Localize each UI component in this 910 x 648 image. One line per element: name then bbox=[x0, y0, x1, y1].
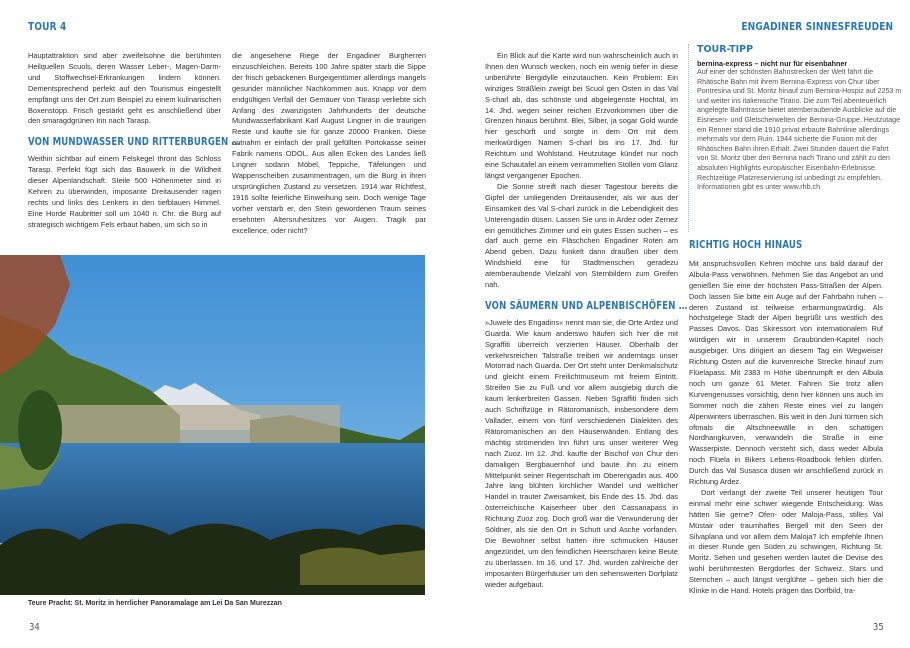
tour-tip-info-link[interactable]: Informationen gibt es unter www.rhb.ch bbox=[697, 183, 821, 192]
sunset-paragraph: Die Sonne streift nach dieser Tagestour bereits die Gipfel der umliegenden Dreitausender, als wir aus der Einsamkeit des Val S-charl zurück in die Lebendigkeit des Unterengadin düsen. Lassen Sie uns in Ardez oder Zernez ein gemütliches Zimmer und ein gutes Essen suchen – es darf auch gerne ein Fläschchen Engadiner Roten am Abend geben. Dazu funkelt dann draußen über dem Windshield eine für Stadtmenschen geradezu atemberaubende Vielzahl von Sternbildern zum Greifen nah. bbox=[485, 181, 678, 290]
page-number-right: 35 bbox=[872, 622, 884, 633]
tour-tip-box bbox=[688, 44, 902, 232]
s-charl-paragraph: Ein Blick auf die Karte wird nun wahrscheinlich auch in Ihnen den Wunsch wecken, noch ein wenig tiefer in diese unberührte Bergidylle einzutauchen. Kein Problem: Ein winziges Sträßlein zweigt bei Scuol gen Osten in das Val S-charl ab, das schönste und abgelegenste Hochtal, im 14. Jhd. wegen seiner reichen Erzvorkommen über die Grenzen hinaus berühmt. Blei, Silber, ja sogar Gold wurde hier geschürft und sorgte in dem Ort mit dem merkwürdigen Namen S-charl bis ins 17. Jhd. für Reichtum und Wohlstand. Heutzutage kündet nur noch eine Schautafel an einem verrammelten Stollen vom Glanz längst vergangener Epochen. bbox=[485, 51, 678, 180]
guarda-paragraph: »Juwele des Engadins« nennt man sie, die Orte Ardez und Guarda. Wie kaum anderswo häufen sich hier die mit Sgraffiti überreich verzierten Häuser. Oberhalb der verkehrsreichen Talstraße treiben wir anderntags unser Motorrad nach Guarda. Der Ort steht unter Denkmalschutz und gleicht einem Freilichtmuseum mit freiem Eintritt. Streifen Sie zu Fuß und vor allem ausgiebig durch die kaum lenkerbreiten Gassen. Neben Sgraffiti finden sich auch Schriftzüge in Rätoromanisch, insbesondere dem Vallader, einem von fünf verschiedenen Dialekten des Rätoromanischen an den Häuserwänden. Entlang des mächtig strömenden Inn führt uns unser weiterer Weg nach Zuoz. Im 12. Jhd. kaufte der Bischof von Chur den damaligen Bergbauernhof und baute ihn zu einem Mittelpunkt seiner Regentschaft im Oberengadin aus. 400 Jahre lang blühten kirchlicher Wandel und weltlicher Handel in trauter Zweisamkeit, bis Ende des 15. Jhd. das österreichische Kaiserheer über den Cassanapass in Richtung Zuoz zog. Doch groß war die Verwunderung der Söldner, als sie den Ort in Schutt und Asche vorfanden. Die Bewohner selbst hatten ihre schmucken Häuser angezündet, um den feindlichen Heerscharen keine Beute zu überlassen. Im 16. und 17. Jhd. wurden zahlreiche der imposanten Bürgerhäuser um den sehenswerten Dorfplatz wieder aufgebaut. bbox=[485, 317, 678, 589]
yellow-shrubs bbox=[300, 548, 425, 586]
albula-paragraph: Mit anspruchsvollen Kehren möchte uns bald darauf der Albula-Pass verwöhnen. Nehmen Sie das Angebot an und genießen Sie eine der höchsten Pass-Straßen der Alpen. Doch lassen Sie bitte ein Auge auf der Fahrbahn ruhen – deren Zustand ist teilweise erbarmungswürdig. Als höchstgelege Stadt der Alpen begrüßt uns westlich des Passes Davos. Das Skiressort von internationalem Ruf würdigen wir in unserem Graubünden-Kapitel noch ausgiebiger. Uns dirigiert an diesem Tag ein Wegweiser Richtung Osten auf die kurvenreiche Strecke hinauf zum Flüelapass. Mit 2383 m Höhe übertrumpft er den Albula noch um ganze 61 Meter. Fahren Sie trotz allen Kurvengenusses vorsichtig, denn hier können uns auch im Sommer noch die zähen Reste eines viel zu langen Alpenwinters überraschen. Bis weit in den Juni türmen sich oftmals die Altschneewälle in den schattigen Nordhangkurven, verwandeln die Straße in eine Wasserpiste. Dennoch versteht sich, dass weder Albula noch Flüela in Bikers Lebens-Roadbook fehlen dürfen. Durch das Val Susasca düsen wir anschließend zurück in Richtung Ardez. bbox=[689, 258, 883, 487]
tour-tip-title: TOUR-TIPP bbox=[697, 44, 754, 55]
left-column-1 bbox=[28, 51, 241, 231]
st-moritz-photo bbox=[0, 255, 425, 595]
section-heading-mundwasser: VON MUNDWASSER UND RITTERBURGEN … bbox=[28, 135, 241, 149]
photo-caption: Teure Pracht: St. Moritz in herrlicher Panoramalage am Lei Da San Murezzan bbox=[28, 600, 282, 607]
section-heading-richtig-hoch: RICHTIG HOCH HINAUS bbox=[689, 238, 803, 251]
page-number-left: 34 bbox=[28, 622, 40, 633]
tarasp-paragraph: Weithin sichtbar auf einem Felskegel thront das Schloss Tarasp. Perfekt fügt sich das Bauwerk in die Wildheit dieser Alpenlandschaft. Steile 500 Höhenmeter sind in Kehren zu überwinden, imposante Dreitausender ragen rechts und links des Lenkers in den tiefblauen Himmel. Eine Horde Raubritter soll um 1040 n. Chr. die Burg auf strategisch wichtigem Fels erbaut haben, um sich so in bbox=[28, 154, 221, 229]
section-heading-saeumern: VON SÄUMERN UND ALPENBISCHÖFEN … bbox=[485, 298, 688, 312]
intro-paragraph: Hauptattraktion sind aber zweifelsohne die berühmten Heilquellen Scuols, deren Wasser Leber-, Magen-Darm- und Stoffwechsel-Erkrankungen lindern können. Dementsprechend perfekt auf den Tourismus eingestellt empfängt uns der Ort zum Beispiel zu einem kulinarischen Boxenstopp. Frisch gestärkt geht es anschließend über den smaragdgrünen Inn nach Tarasp. bbox=[28, 51, 221, 126]
right-column-1 bbox=[485, 51, 688, 591]
st-moritz-paragraph: Dort verlangt der zweite Teil unserer heutigen Tour einmal mehr eine schwer wiegende Entscheidung: Was hätten Sie gerne? Ofen- oder Maloja-Pass, stilles Val Müstair oder traumhaftes Bergell mit den Seen der Silvaplana und vor allem dem Maloja? Ich empfehle Ihnen in dieser Runde gen Süden zu schwingen, Richtung St. Moritz. Sehen und gesehen werden lautet die Devise des wohl berühmtesten Bergdorfes der Schweiz. Stars und Sternchen – auch längst verglühte – geben sich hier die Klinke in die Hand. Hotels prägen das Dorfbild, tra- bbox=[689, 487, 883, 596]
right-column-2 bbox=[689, 240, 883, 597]
tour-tip-subtitle: bernina-express – nicht nur für eisenbahner bbox=[697, 59, 848, 68]
town-buildings bbox=[40, 405, 340, 445]
lingner-paragraph: die angesehene Riege der Engadiner Burgherren einzuschleichen. Bereits 100 Jahre später starb die Sippe der frisch gebackenen Burgeigentümer allerdings mangels gesunder männlicher Nachkommen aus. Knapp vor dem endgültigen Verfall der Gemäuer von Tarasp verliebte sich Anfang des zwanzigsten Jahrhunderts der deutsche Mundwasserfabrikant Karl August Lingner in die traurigen Reste und kaufte sie für ganze 20000 Franken. Diese entnahm er einfach der prall gefüllten Portokasse seiner Fabrik namens ODOL. Aus allen Ecken des Landes ließ Lingner sodann Möbel, Teppiche, Täfelungen und Wappenscheiben zusammentragen, um die Burg in ihren ursprünglichen Zustand zu versetzen. 1914 war Richtfest, 1916 sollte feierliche Einweihung sein. Doch wenige Tage vorher verstarb er, den Stein gewordenen Traum seines ersehnten Altersruhesitzes vor Augen. Tragik par excellence, oder nicht? bbox=[232, 51, 426, 235]
tour-tip-text: Auf einer der schönsten Bahnstrecken der Welt fährt die Rhätische Bahn mit ihrem Bernina-Express von Chur über Pontresina und St. Moritz hinauf zum Bernina-Hospiz auf 2253 m und weiter ins italienische Tirano. Die zum Teil abenteuerlich angelegte Bahntrasse bietet atemberaubende Ausblicke auf die Eisriesen- und Gletscherwelten der Bernina-Gruppe. Heutzutage ein Renner stand die 1910 privat erbaute Bahnlinie allerdings mehrmals vor dem Ruin. 1944 sicherte die Fusion mit der Rhätischen Bahn ihren Erhalt. Zwei Stunden dauert die Fahrt von St. Moritz über den Bernina nach Tirano und zählt zu den absoluten Highlights europäischer Eisenbahn-Erlebnisse. Rechtzeitige Platzreservierung ist unbedingt zu empfehlen. bbox=[697, 68, 902, 182]
lake-panorama-image bbox=[0, 255, 425, 595]
running-head-left: TOUR 4 bbox=[28, 20, 67, 33]
fir-tree bbox=[18, 390, 62, 470]
left-column-2 bbox=[232, 51, 426, 236]
running-head-right: ENGADINER SINNESFREUDEN bbox=[741, 20, 893, 33]
